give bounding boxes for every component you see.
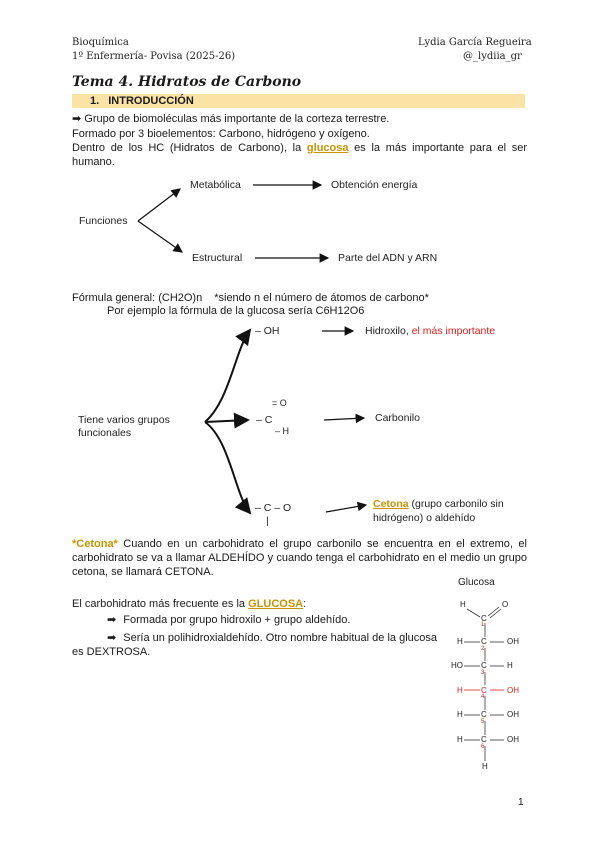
obtencion-energia-label: Obtención energía [331,179,418,191]
section-label: INTRODUCCIÓN [108,95,194,107]
glucose-oh5: OH [507,710,519,719]
glucose-top-o: O [502,600,509,609]
carbonilo-label: Carbonilo [375,412,420,424]
carbonilo-c: – C [256,414,273,426]
glucose-bottom-h: H [482,762,488,771]
cetona-label-2: hidrógeno) o aldehído [373,512,476,524]
arrow-bullet-icon: ➡ [72,113,82,125]
header-subject: Bioquímica [72,37,129,48]
hidroxilo-formula: – OH [255,325,280,337]
formula-general: Fórmula general: (CH2O)n *siendo n el número de átomos de carbono* [72,292,429,304]
header-author: Lydia García Regueira [418,37,532,48]
page-title: Tema 4. Hidratos de Carbono [72,74,302,90]
glucose-c5: C [481,710,487,719]
glucose-oh6: OH [507,735,519,744]
header-handle: @_lydiia_gr [463,51,522,62]
glucose-top-h: H [460,600,466,609]
glucose-c4: C [481,686,487,695]
glucose-c6: C [481,735,487,744]
grupos-root-1: Tiene varios grupos [78,414,170,426]
glucose-c2: C [481,637,487,646]
glucose-num-5: 5 [481,719,485,725]
glucose-h2: H [457,637,463,646]
intro-paragraph: Dentro de los HC (Hidratos de Carbono), la glucosa es la más importante para el ser humano. [72,142,527,168]
glucose-oh2: OH [507,637,519,646]
cetona-label-1: Cetona (grupo carbonilo sin [373,498,504,510]
intro-bullet: ➡ Grupo de biomoléculas más importante de la corteza terrestre. [72,113,390,125]
cetona-note: *Cetona* Cuando en un carbohidrato el grupo carbonilo se encuentra en el extremo, el carbohidrato se va a llamar ALDEHÍDO y cuando tenga el carbohidrato en el medio un grupo cetona, se llamará CETONA. [72,538,527,578]
grupos-root-2: funcionales [78,427,132,439]
intro-line: Formado por 3 bioelementos: Carbono, hidrógeno y oxígeno. [72,128,370,140]
glucose-num-4: 4 [481,694,485,700]
funciones-label: Funciones [79,215,128,227]
glucose-num-1: 1 [481,622,485,628]
carbonilo-h: – H [275,426,290,436]
cetona-formula: – C – O [255,502,292,514]
glucose-title: Glucosa [458,577,495,588]
glucose-num-3: 3 [481,670,485,676]
cetona-bond: | [266,515,269,527]
glucose-h3: H [507,661,513,670]
estructural-label: Estructural [192,252,243,264]
frecuente-line: El carbohidrato más frecuente es la GLUCOSA: [72,598,307,610]
carbonilo-o: = O [272,398,287,408]
glucose-num-2: 2 [481,646,485,652]
formula-example: Por ejemplo la fórmula de la glucosa sería C6H12O6 [107,305,365,317]
hidroxilo-label: Hidroxilo, el más importante [365,325,496,337]
glucose-c3: C [481,661,487,670]
page-number: 1 [518,797,524,808]
glucose-h6: H [457,735,463,744]
adn-arn-label: Parte del ADN y ARN [338,252,438,264]
glucose-c1: C [481,614,487,623]
metabolica-label: Metabólica [190,179,241,191]
glucose-ho3: HO [451,661,463,670]
frecuente-bullet-2: ➡ Sería un polihidroxialdehído. Otro nombre habitual de la glucosa es DEXTROSA. [72,632,437,658]
header-course: 1º Enfermería- Povisa (2025-26) [72,51,236,62]
frecuente-bullet-1: ➡ Formada por grupo hidroxilo + grupo aldehído. [107,614,351,626]
glucose-oh4: OH [507,686,519,695]
section-number: 1. [90,95,100,107]
glucose-num-6: 6 [481,744,485,750]
arrow-bullet-icon: ➡ [107,614,117,626]
glucose-h4: H [457,686,463,695]
glucosa-highlight: glucosa [306,142,349,154]
glucose-h5: H [457,710,463,719]
arrow-bullet-icon: ➡ [107,632,117,644]
